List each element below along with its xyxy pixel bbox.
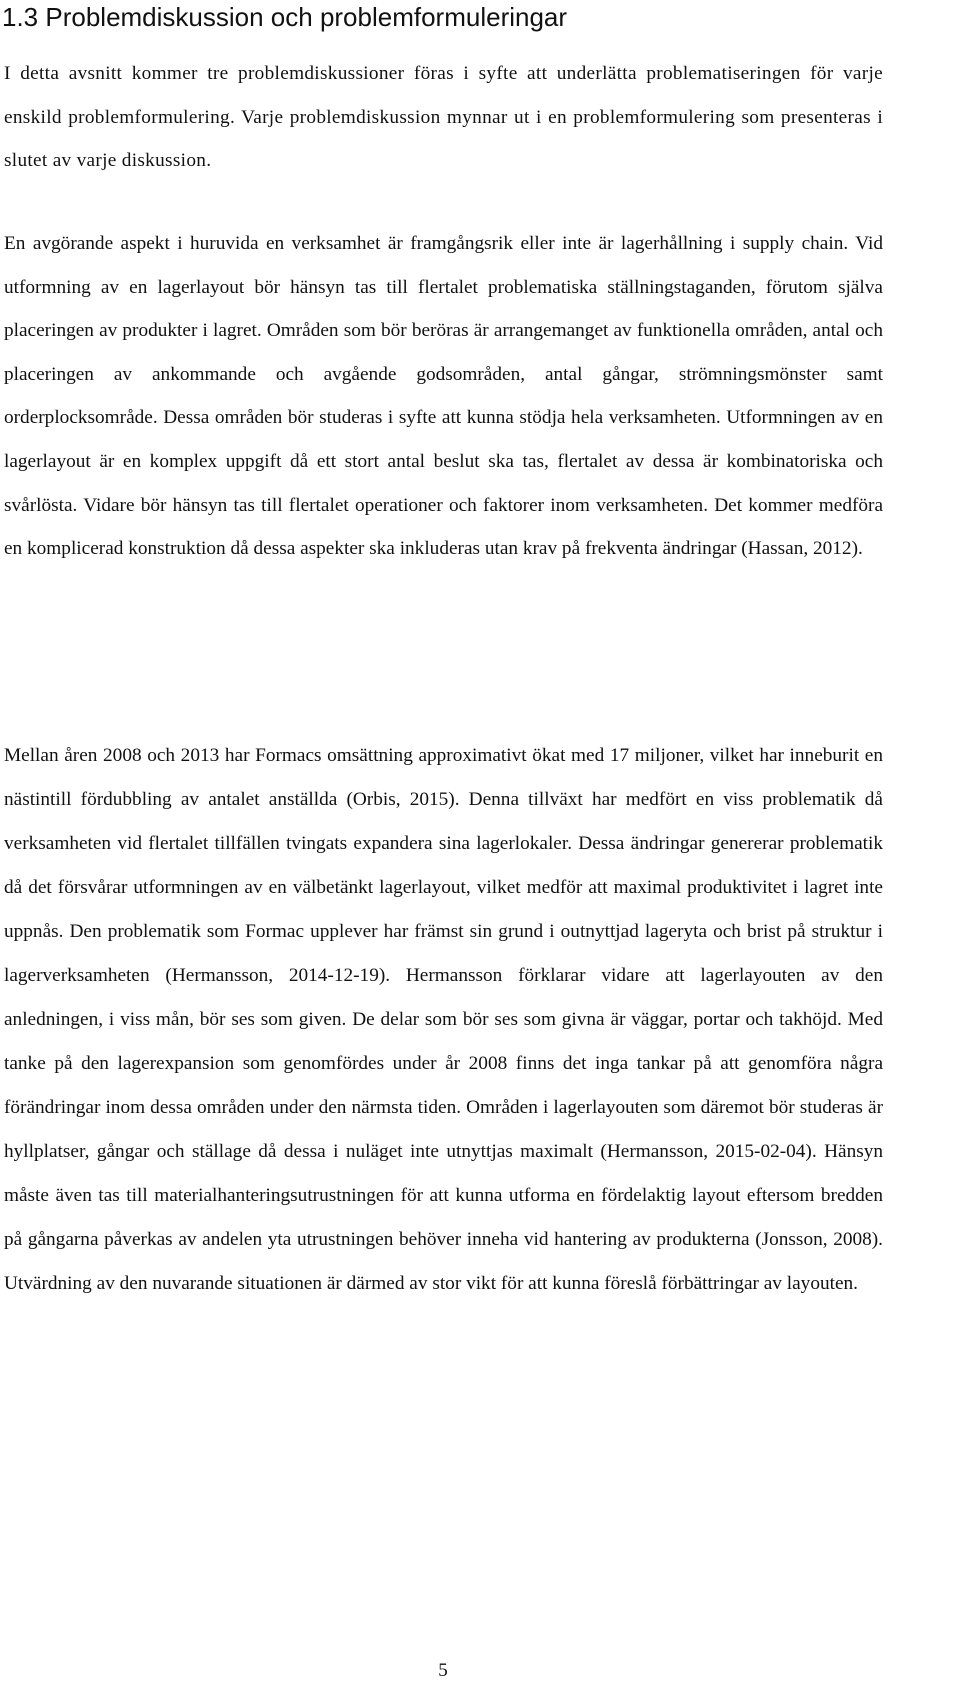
- paragraph-intro: I detta avsnitt kommer tre problemdiskussioner föras i syfte att underlätta problematiseringen för varje enskild problemformulering. Varje problemdiskussion mynnar ut i en problemformulering som presenteras i slutet av varje diskussion.: [4, 63, 883, 171]
- paragraph-lagerlayout: En avgörande aspekt i huruvida en verksamhet är framgångsrik eller inte är lagerhållning i supply chain. Vid utformning av en lagerlayout bör hänsyn tas till flertalet problematiska ställningstaganden, förutom själva placeringen av produkter i lagret. Områden som bör beröras är arrangemanget av funktionella områden, antal och placeringen av ankommande och avgående godsområden, antal gångar, strömningsmönster samt orderplocksområde. Dessa områden bör studeras i syfte att kunna stödja hela verksamheten. Utformningen av en lagerlayout är en komplex uppgift då ett stort antal beslut ska tas, flertalet av dessa är kombinatoriska och svårlösta. Vidare bör hänsyn tas till flertalet operationer och faktorer inom verksamheten. Det kommer medföra en komplicerad konstruktion då dessa aspekter ska inkluderas utan krav på frekventa ändringar (Hassan, 2012).: [4, 233, 883, 560]
- page-number: 5: [438, 1660, 448, 1681]
- section-heading: 1.3 Problemdiskussion och problemformuleringar: [2, 2, 568, 32]
- paragraph-formac: Mellan åren 2008 och 2013 har Formacs omsättning approximativt ökat med 17 miljoner, vilket har inneburit en nästintill fördubbling av antalet anställda (Orbis, 2015). Denna tillväxt har medfört en viss problematik då verksamheten vid flertalet tillfällen tvingats expandera sina lagerlokaler. Dessa ändringar genererar problematik då det försvårar utformningen av en välbetänkt lagerlayout, vilket medför att maximal produktivitet i lagret inte uppnås. Den problematik som Formac upplever har främst sin grund i outnyttjad lageryta och brist på struktur i lagerverksamheten (Hermansson, 2014-12-19). Hermansson förklarar vidare att lagerlayouten av den anledningen, i viss mån, bör ses som given. De delar som bör ses som givna är väggar, portar och takhöjd. Med tanke på den lagerexpansion som genomfördes under år 2008 finns det inga tankar på att genomföra några förändringar inom dessa områden under den närmsta tiden. Områden i lagerlayouten som däremot bör studeras är hyllplatser, gångar och ställage då dessa i nuläget inte utnyttjas maximalt (Hermansson, 2015-02-04). Hänsyn måste även tas till materialhanteringsutrustningen för att kunna utforma en fördelaktig layout eftersom bredden på gångarna påverkas av andelen yta utrustningen behöver inneha vid hantering av produkterna (Jonsson, 2008). Utvärdning av den nuvarande situationen är därmed av stor vikt för att kunna föreslå förbättringar av layouten.: [4, 745, 883, 1294]
